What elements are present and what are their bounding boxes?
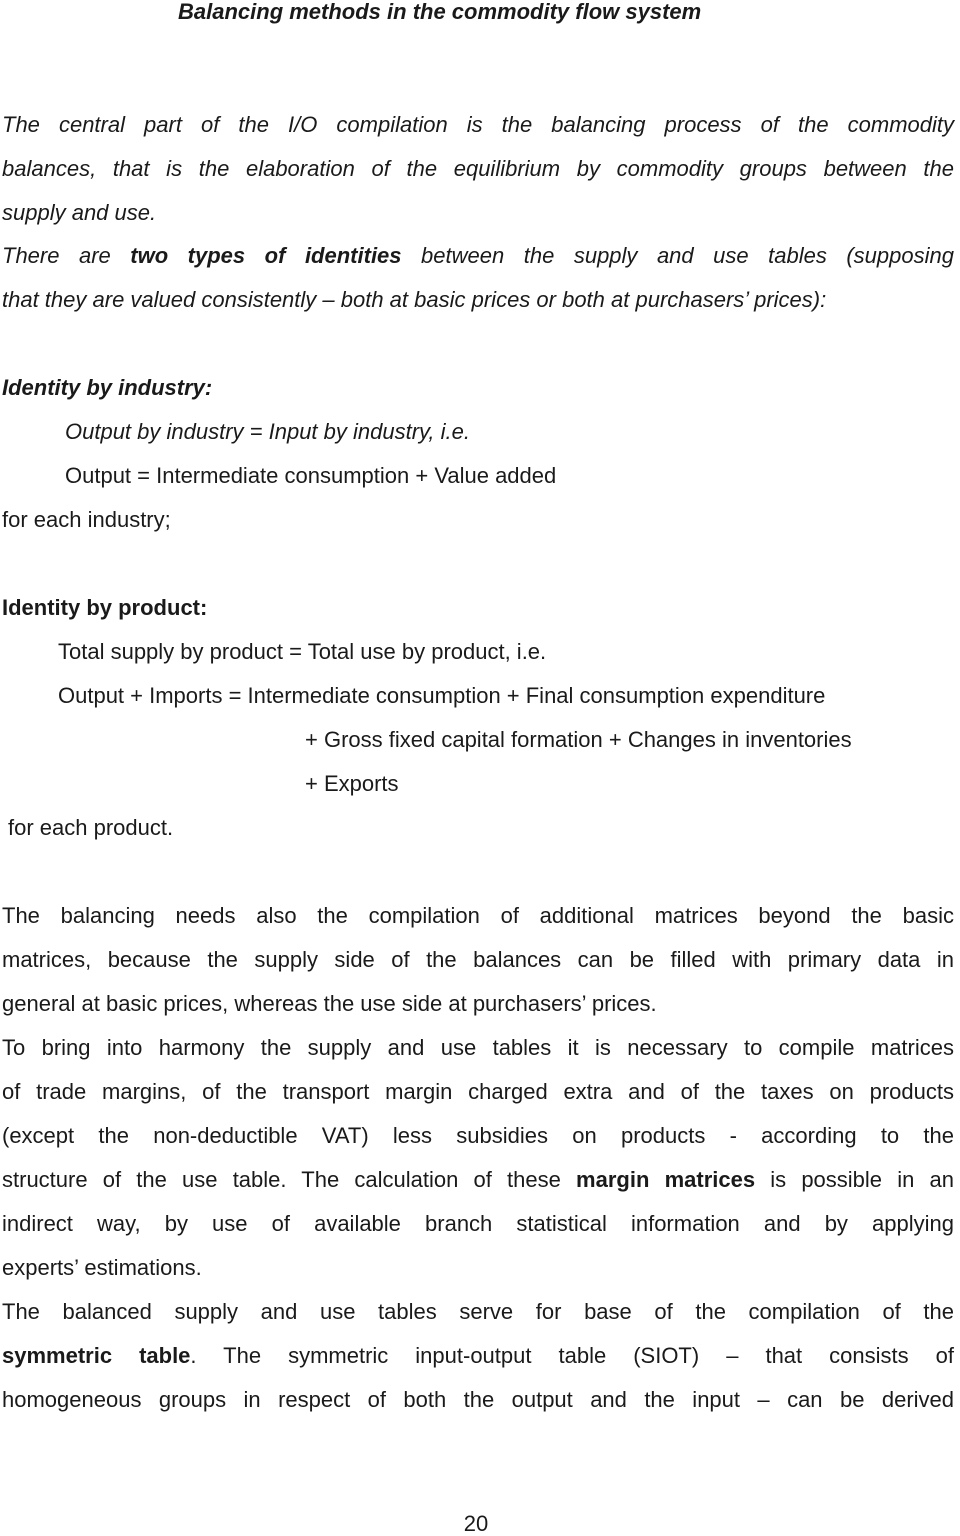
balancing-line-1: The balancing needs also the compilation of additional matrices beyond the basic bbox=[2, 903, 954, 928]
symmetric-table-term: symmetric table bbox=[2, 1343, 191, 1368]
harmony-line-4 bbox=[2, 1169, 954, 1191]
types-bold: two types of identities bbox=[130, 243, 402, 268]
identity-industry-eq1: Output by industry = Input by industry, i.e. bbox=[65, 419, 470, 444]
identity-product-eq3: + Gross fixed capital formation + Changes in inventories bbox=[305, 727, 852, 752]
harmony-line-3: (except the non-deductible VAT) less subsidies on products - according to the bbox=[2, 1123, 954, 1148]
harmony-line-2: of trade margins, of the transport margin charged extra and of the taxes on products bbox=[2, 1079, 954, 1104]
types-suffix: between the supply and use tables (supposing bbox=[401, 243, 954, 268]
intro-line-2: balances, that is the elaboration of the equilibrium by commodity groups between the bbox=[2, 156, 954, 181]
harmony-line-1: To bring into harmony the supply and use tables it is necessary to compile matrices bbox=[2, 1035, 954, 1060]
harmony-line-4-prefix: structure of the use table. The calculation of these bbox=[2, 1167, 577, 1192]
identity-product-eq2: Output + Imports = Intermediate consumption + Final consumption expenditure bbox=[58, 683, 826, 708]
balancing-line-2: matrices, because the supply side of the balances can be filled with primary data in bbox=[2, 947, 954, 972]
page-number: 20 bbox=[463, 1511, 489, 1536]
margin-matrices-term: margin matrices bbox=[576, 1167, 756, 1192]
page-title: Balancing methods in the commodity flow system bbox=[178, 0, 702, 24]
types-prefix: There are bbox=[2, 243, 131, 268]
identity-industry-eq2: Output = Intermediate consumption + Value added bbox=[65, 463, 557, 488]
balancing-line-3: general at basic prices, whereas the use side at purchasers’ prices. bbox=[2, 991, 657, 1016]
harmony-line-4-suffix: is possible in an bbox=[755, 1167, 954, 1192]
intro-line-3: supply and use. bbox=[2, 200, 157, 225]
harmony-line-6: experts’ estimations. bbox=[2, 1255, 202, 1280]
types-line-2: that they are valued consistently – both at basic prices or both at purchasers’ prices): bbox=[2, 287, 827, 312]
symmetric-line-2-suffix: . The symmetric input-output table (SIOT) – that consists of bbox=[190, 1343, 954, 1368]
intro-line-1: The central part of the I/O compilation is the balancing process of the commodity bbox=[2, 112, 954, 137]
types-line-1 bbox=[2, 245, 954, 267]
symmetric-line-3: homogeneous groups in respect of both the output and the input – can be derived bbox=[2, 1387, 954, 1412]
identity-product-footer: for each product. bbox=[8, 815, 174, 840]
identity-product-eq4: + Exports bbox=[305, 771, 399, 796]
identity-product-eq1: Total supply by product = Total use by product, i.e. bbox=[58, 639, 547, 664]
identity-industry-footer: for each industry; bbox=[2, 507, 171, 532]
symmetric-line-2 bbox=[2, 1345, 954, 1367]
symmetric-line-1: The balanced supply and use tables serve for base of the compilation of the bbox=[2, 1299, 954, 1324]
identity-product-heading: Identity by product: bbox=[2, 595, 208, 620]
identity-industry-heading: Identity by industry: bbox=[2, 375, 213, 400]
harmony-line-5: indirect way, by use of available branch statistical information and by applying bbox=[2, 1211, 954, 1236]
